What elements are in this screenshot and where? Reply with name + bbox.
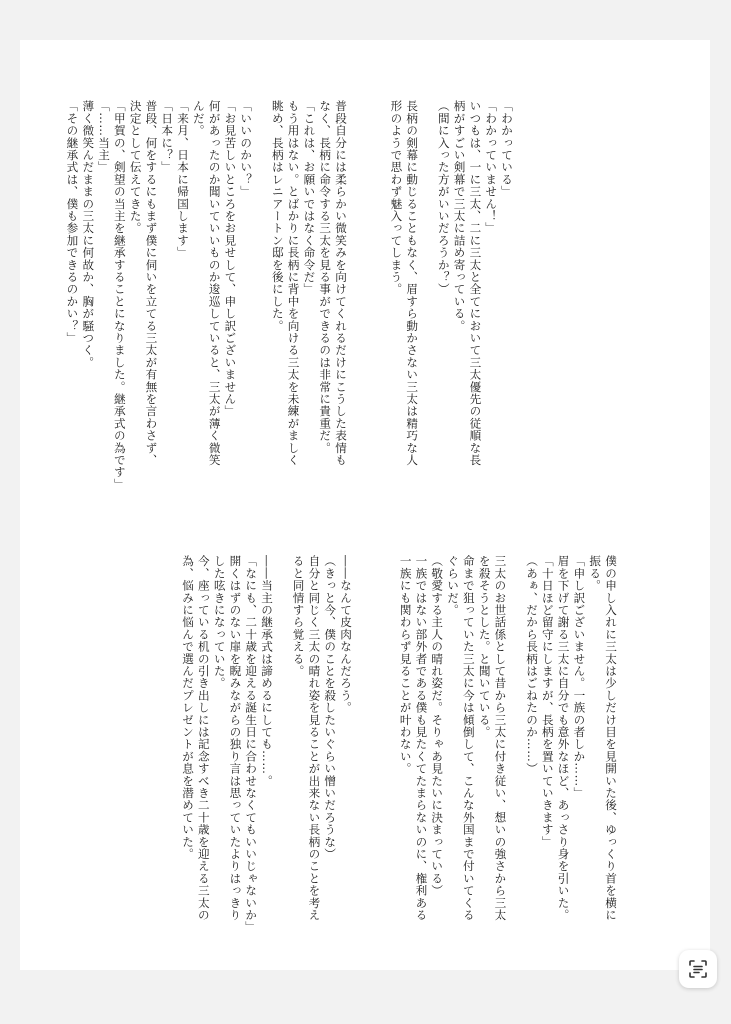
text-line: （間に入った方がいいだろうか？） bbox=[436, 100, 451, 296]
text-line: 「来月、日本に帰国します」 bbox=[176, 100, 191, 259]
text-line: 「わかっている」 bbox=[500, 100, 514, 198]
book-page bbox=[20, 40, 710, 970]
text-line: 柄がすごい剣幕で三太に詰め寄っている。 bbox=[452, 100, 467, 332]
paragraph-break bbox=[507, 555, 523, 975]
paragraph-break bbox=[274, 555, 290, 975]
text-block-top-left bbox=[65, 100, 348, 530]
text-line: ――なんて皮肉なんだろう。 bbox=[339, 555, 353, 714]
text-line: 三太のお世話係として昔から三太に付き従い、想いの強さから三太 bbox=[493, 555, 508, 921]
text-block-bottom-right bbox=[358, 555, 618, 975]
text-line: ると同情すら覚える。 bbox=[291, 555, 306, 677]
text-line: んだ。 bbox=[191, 100, 206, 137]
text-line: 「……当主」 bbox=[97, 100, 112, 174]
text-line: した呟きになっていた。 bbox=[212, 555, 227, 690]
text-line: いつもは、一に三太、二に三太と全てにおいて三太優先の従順な長 bbox=[468, 100, 483, 466]
text-line: ――当主の継承式は諦めるにしても……。 bbox=[260, 555, 275, 787]
text-line: 「十日ほど留守にしますが、長柄を置いていきます」 bbox=[540, 555, 555, 848]
text-block-top-right bbox=[372, 100, 514, 530]
text-line: 眺め、長柄はレニアートン邸を後にした。 bbox=[270, 100, 285, 332]
text-line: を殺そうとした。と聞いている。 bbox=[477, 555, 492, 738]
text-line: 僕の申し入れに三太は少しだけ目を見開いた後、ゆっくり首を横に bbox=[604, 555, 618, 921]
text-line: 一族ではない部外者である僕も見たくてたまらないのに、権利ある bbox=[414, 555, 429, 921]
text-line: 普段、何をするにもまず僕に伺いを立てる三太が有無を言わさず、 bbox=[144, 100, 159, 466]
text-block-bottom-left bbox=[123, 555, 353, 975]
text-line: 開くはずのない扉を睨みながらの独り言は思っていたよりはっきり bbox=[228, 555, 243, 921]
live-text-button[interactable] bbox=[679, 950, 717, 988]
text-line: 振る。 bbox=[588, 555, 603, 592]
text-line: 「わかっていません！」 bbox=[484, 100, 499, 235]
text-line: （きっと今、僕のことを殺したいぐらい憎いだろうな） bbox=[323, 555, 338, 860]
paragraph-break bbox=[253, 100, 269, 530]
text-line: 今、座っている机の引き出しには記念すべき二十歳を迎える三太の bbox=[196, 555, 211, 921]
paragraph-break bbox=[419, 100, 435, 530]
text-line: 何があったのか聞いていいものか逡巡していると、三太が薄く微笑 bbox=[207, 100, 222, 466]
text-line: 「お見苦しいところをお見せして、申し訳ございません」 bbox=[223, 100, 238, 418]
text-line: 自分と同じく三太の晴れ姿を見ることが出来ない長柄のことを考え bbox=[307, 555, 322, 921]
text-line: 命まで狙っていた三太に今は傾倒して、こんな外国まで付いてくる bbox=[461, 555, 476, 921]
text-line: 薄く微笑んだままの三太に何故か、胸が騒つく。 bbox=[81, 100, 96, 369]
text-line: 為、悩みに悩んで選んだプレゼントが息を潜めていた。 bbox=[181, 555, 196, 860]
text-line: 長柄の剣幕に動じることもなく、眉すら動かさない三太は精巧な人 bbox=[405, 100, 420, 466]
text-line: 「その継承式は、僕も参加できるのかい？」 bbox=[65, 100, 80, 344]
text-line: 普段自分には柔らかい微笑みを向けてくれるだけにこうした表情も bbox=[334, 100, 348, 466]
text-line: 「甲賀の、剣望の当主を継承することになりました。継承式の為です」 bbox=[112, 100, 127, 491]
text-scan-icon bbox=[688, 959, 708, 979]
text-line: 眉を下げて謝る三太に自分でも意外なほど、あっさり身を引いた。 bbox=[556, 555, 571, 921]
text-line: （あぁ、だから長柄はごねたのか……） bbox=[525, 555, 540, 775]
text-line: 形のようで思わず魅入ってしまう。 bbox=[389, 100, 404, 296]
text-line: （敬愛する主人の晴れ姿だ。そりゃあ見たいに決まっている） bbox=[430, 555, 445, 897]
text-line: 「なにも、二十歳を迎える誕生日に合わせなくてもいいじゃないか」 bbox=[244, 555, 259, 934]
text-line: 「いいのかい？」 bbox=[239, 100, 254, 198]
text-line: もう用はない。とばかりに長柄に背中を向ける三太を未練がましく bbox=[286, 100, 301, 466]
text-line: 一族にも関わらず見ることが叶わない。 bbox=[398, 555, 413, 775]
text-line: なく、長柄に命令する三太を見る事ができるのは非常に貴重だ。 bbox=[318, 100, 333, 454]
text-line: ぐらいだ。 bbox=[446, 555, 461, 616]
text-line: 決定として伝えてきた。 bbox=[128, 100, 143, 235]
text-line: 「日本に？」 bbox=[160, 100, 175, 174]
text-line: 「これは、お願いではなく命令だ」 bbox=[302, 100, 317, 296]
text-line: 「申し訳ございません。一族の者しか……」 bbox=[572, 555, 587, 799]
